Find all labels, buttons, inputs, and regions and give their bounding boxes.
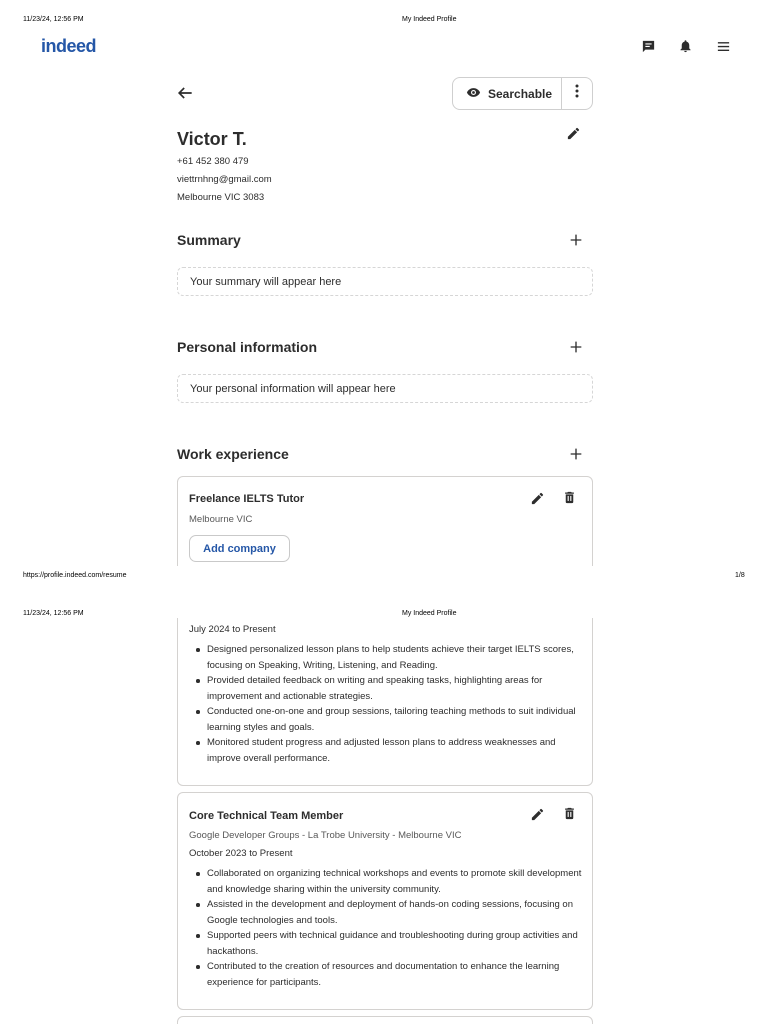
searchable-button[interactable]: [453, 78, 561, 109]
profile-phone: +61 452 380 479: [177, 156, 249, 167]
profile-email: viettrnhng@gmail.com: [177, 174, 272, 185]
responsibility-item: Monitored student progress and adjusted lesson plans to address weaknesses and improve overall performance.: [193, 735, 585, 766]
responsibility-item: Supported peers with technical guidance and troubleshooting during group activities and hackathons.: [193, 928, 585, 959]
messages-icon[interactable]: [640, 38, 656, 54]
work-experience-card-next: [177, 1016, 593, 1024]
responsibility-item: Collaborated on organizing technical workshops and events to promote skill development and knowledge sharing within the university community.: [193, 866, 585, 897]
print-url: https://profile.indeed.com/resume: [23, 572, 127, 579]
eye-icon: [466, 85, 481, 103]
searchable-label: Searchable: [488, 86, 553, 101]
job-responsibilities-list: [193, 642, 585, 766]
add-company-button[interactable]: Add company: [189, 535, 290, 562]
job-responsibilities-list: [193, 866, 585, 990]
responsibility-item: Designed personalized lesson plans to help students achieve their target IELTS scores, focusing on Speaking, Writing, Listening, and Reading.: [193, 642, 585, 673]
print-doc-title-page2: My Indeed Profile: [402, 610, 457, 617]
delete-job-trash-icon[interactable]: [562, 490, 578, 506]
add-summary-plus-icon[interactable]: [568, 232, 584, 248]
back-arrow-icon[interactable]: [175, 83, 195, 103]
add-personal-info-plus-icon[interactable]: [568, 339, 584, 355]
responsibility-item: Contributed to the creation of resources and documentation to enhance the learning experience for participants.: [193, 959, 585, 990]
print-page-number: 1/8: [735, 572, 745, 579]
print-doc-title: My Indeed Profile: [402, 16, 457, 23]
responsibility-item: Assisted in the development and deployment of hands-on coding sessions, focusing on Google technologies and tools.: [193, 897, 585, 928]
job-dates: October 2023 to Present: [189, 848, 293, 859]
personal-info-heading: Personal information: [177, 339, 318, 355]
profile-name: Victor T.: [177, 129, 247, 149]
delete-job-trash-icon[interactable]: [562, 806, 578, 822]
visibility-control: [452, 77, 593, 110]
edit-profile-pencil-icon[interactable]: [566, 126, 582, 142]
more-options-button[interactable]: [561, 78, 592, 109]
work-experience-heading: Work experience: [177, 446, 289, 462]
edit-job-pencil-icon[interactable]: [530, 807, 546, 823]
vertical-dots-icon: [575, 84, 579, 103]
summary-heading: Summary: [177, 232, 241, 248]
job-dates: July 2024 to Present: [189, 624, 276, 635]
responsibility-item: Provided detailed feedback on writing and speaking tasks, highlighting areas for improvement and actionable strategies.: [193, 673, 585, 704]
job-title: Freelance IELTS Tutor: [189, 493, 305, 505]
responsibility-item: Conducted one-on-one and group sessions, tailoring teaching methods to suit individual learning styles and goals.: [193, 704, 585, 735]
add-work-experience-plus-icon[interactable]: [568, 446, 584, 462]
job-title: Core Technical Team Member: [189, 810, 344, 822]
job-location: Melbourne VIC: [189, 514, 253, 525]
print-datetime: 11/23/24, 12:56 PM: [23, 16, 84, 23]
edit-job-pencil-icon[interactable]: [530, 491, 546, 507]
profile-location: Melbourne VIC 3083: [177, 192, 265, 203]
indeed-logo[interactable]: indeed: [41, 36, 97, 56]
personal-info-placeholder: Your personal information will appear here: [177, 374, 593, 403]
summary-placeholder: Your summary will appear here: [177, 267, 593, 296]
job-company-location: Google Developer Groups - La Trobe University - Melbourne VIC: [189, 830, 462, 841]
notifications-bell-icon[interactable]: [677, 38, 693, 54]
hamburger-menu-icon[interactable]: [715, 38, 731, 54]
print-datetime-page2: 11/23/24, 12:56 PM: [23, 610, 84, 617]
